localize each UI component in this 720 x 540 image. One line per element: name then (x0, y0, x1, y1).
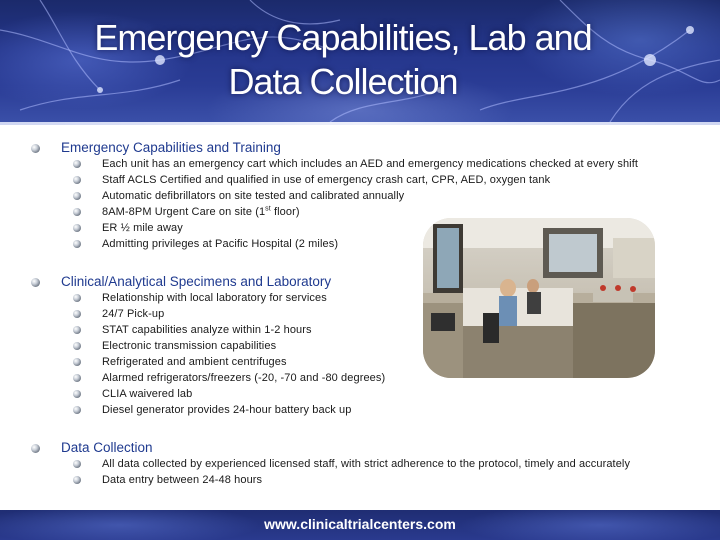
bullet-icon (73, 192, 81, 200)
lab-photo-illustration (423, 218, 655, 378)
ordinal-suffix: st (265, 205, 271, 213)
bullet-icon (73, 374, 81, 382)
bullet-icon (73, 160, 81, 168)
bullet-icon (73, 208, 81, 216)
list-item: Electronic transmission capabilities (102, 340, 277, 352)
bullet-icon (73, 310, 81, 318)
footer-banner (0, 510, 720, 540)
bullet-icon (73, 176, 81, 184)
bullet-icon (73, 390, 81, 398)
list-item: ER ½ mile away (102, 222, 183, 234)
lab-photo (423, 218, 655, 378)
bullet-icon (31, 144, 40, 153)
bullet-icon (73, 294, 81, 302)
list-item: Staff ACLS Certified and qualified in use of emergency crash cart, CPR, AED, oxygen tank (102, 174, 551, 186)
bullet-icon (31, 278, 40, 287)
bullet-icon (31, 444, 40, 453)
header-banner (0, 0, 720, 122)
list-item: Diesel generator provides 24-hour battery back up (102, 404, 352, 416)
slide-title (0, 16, 686, 104)
title-line-1: Emergency Capabilities, Lab and (94, 17, 592, 58)
urgent-care-text: 8AM-8PM Urgent Care on site (1 (102, 206, 266, 218)
bullet-icon (73, 406, 81, 414)
list-item: Refrigerated and ambient centrifuges (102, 356, 287, 368)
website-url: www.clinicaltrialcenters.com (264, 516, 456, 532)
list-item: All data collected by experienced licensed staff, with strict adherence to the protocol, timely and accurately (102, 458, 631, 470)
bullet-icon (73, 326, 81, 334)
list-item: Automatic defibrillators on site tested and calibrated annually (102, 190, 405, 202)
bullet-icon (73, 358, 81, 366)
title-line-2: Data Collection (228, 61, 458, 102)
list-item: STAT capabilities analyze within 1-2 hours (102, 324, 312, 336)
section-heading: Data Collection (61, 440, 153, 455)
bullet-icon (73, 240, 81, 248)
bullet-icon (73, 460, 81, 468)
list-item: 24/7 Pick-up (102, 308, 165, 320)
list-item: Data entry between 24-48 hours (102, 474, 263, 486)
list-item-urgent-care (102, 205, 300, 219)
list-item: Alarmed refrigerators/freezers (-20, -70 and -80 degrees) (102, 372, 386, 384)
list-item: CLIA waivered lab (102, 388, 193, 400)
list-item: Admitting privileges at Pacific Hospital (2 miles) (102, 238, 339, 250)
header-divider (0, 122, 720, 125)
list-item: Each unit has an emergency cart which includes an AED and emergency medications checked at every shift (102, 158, 639, 170)
urgent-care-text-end: floor) (270, 206, 300, 218)
bullet-icon (73, 224, 81, 232)
section-heading: Clinical/Analytical Specimens and Laboratory (61, 274, 332, 289)
bullet-icon (73, 342, 81, 350)
bullet-icon (73, 476, 81, 484)
section-heading: Emergency Capabilities and Training (61, 140, 281, 155)
list-item: Relationship with local laboratory for services (102, 292, 327, 304)
